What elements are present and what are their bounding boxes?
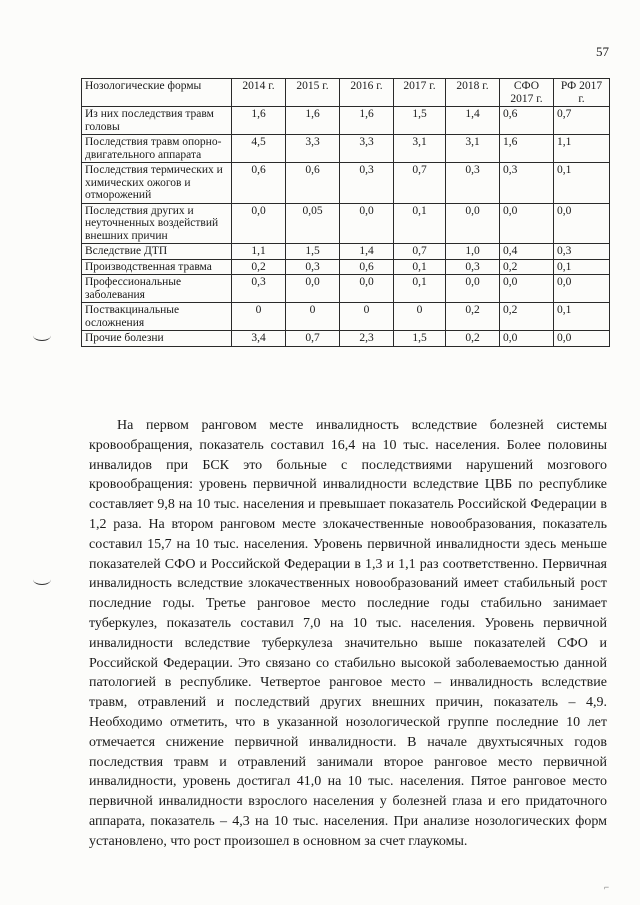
- table-cell: 0,0: [554, 275, 610, 303]
- table-cell: 0,7: [394, 244, 446, 260]
- table-cell: 0: [286, 303, 340, 331]
- table-row: [82, 135, 610, 163]
- table-cell: 0,2: [446, 331, 500, 347]
- table-cell: 0,0: [500, 331, 554, 347]
- table-cell: 0,0: [554, 331, 610, 347]
- table-cell: 0,0: [286, 275, 340, 303]
- row-label: Последствия термических и химических ожогов и отморожений: [82, 163, 232, 204]
- table-cell: 0,6: [232, 163, 286, 204]
- table-cell: 0,6: [286, 163, 340, 204]
- row-label: Последствия других и неуточненных воздействий внешних причин: [82, 203, 232, 244]
- table-cell: 0,6: [340, 259, 394, 275]
- table-cell: 0,3: [446, 163, 500, 204]
- row-label: Вследствие ДТП: [82, 244, 232, 260]
- row-label: Производственная травма: [82, 259, 232, 275]
- table-cell: 0: [232, 303, 286, 331]
- table-cell: 0,0: [340, 275, 394, 303]
- table-cell: 0,1: [394, 275, 446, 303]
- table-cell: 4,5: [232, 135, 286, 163]
- table-cell: 0,3: [554, 244, 610, 260]
- table-cell: 0,7: [554, 107, 610, 135]
- table-cell: 1,1: [232, 244, 286, 260]
- table-row: [82, 203, 610, 244]
- table-row: [82, 163, 610, 204]
- table-row: [82, 244, 610, 260]
- table-cell: 0,3: [340, 163, 394, 204]
- table-cell: 0: [340, 303, 394, 331]
- body-paragraph: На первом ранговом месте инвалидность вследствие болезней системы кровообращения, показатель составил 16,4 на 10 тыс. населения. Более половины инвалидов при БСК это больные с последствиями нарушений мозгового кровообращения: уровень первичной инвалидности вследствие ЦВБ по республике составляет 9,8 на 10 тыс. населения и превышает показатель Российской Федерации в 1,2 раза. На втором ранговом месте злокачественные новообразования, показатель составил 15,7 на 10 тыс. населения. Уровень первичной инвалидности здесь меньше показателей СФО и Российской Федерации в 1,3 и 1,1 раз соответственно. Первичная инвалидность вследствие злокачественных новообразований имеет стабильный рост последние годы. Третье ранговое место последние годы стабильно занимает туберкулез, показатель составил 7,0 на 10 тыс. населения. Уровень первичной инвалидности вследствие туберкулеза значительно выше показателей СФО и Российской Федерации. Это связано со стабильно высокой заболеваемостью данной патологией в республике. Четвертое ранговое место – инвалидность вследствие травм, отравлений и последствий других внешних причин, показатель – 4,9. Необходимо отметить, что в указанной нозологической группе последние 10 лет отмечается снижение первичной инвалидности. В начале двухтысячных годов последствия травм и отравлений занимали второе ранговое место первичной инвалидности, уровень достигал 41,0 на 10 тыс. населения. Пятое ранговое место первичной инвалидности взрослого населения у болезней глаза и его придаточного аппарата, показатель – 4,3 на 10 тыс. населения. При анализе нозологических форм установлено, что рост произошел в основном за счет глаукомы.: [89, 418, 607, 849]
- table-cell: 0,7: [286, 331, 340, 347]
- row-label: Последствия травм опорно-двигательного аппарата: [82, 135, 232, 163]
- header-nosological-forms: Нозологические формы: [82, 79, 232, 107]
- table-cell: 0,4: [500, 244, 554, 260]
- table-header-row: [82, 79, 610, 107]
- table-cell: 0,0: [446, 203, 500, 244]
- table-cell: 0,3: [500, 163, 554, 204]
- table-cell: 0,1: [394, 259, 446, 275]
- table-cell: 0,0: [446, 275, 500, 303]
- table-cell: 0,1: [554, 259, 610, 275]
- table-cell: 1,5: [394, 331, 446, 347]
- table-cell: 0,2: [500, 303, 554, 331]
- table-cell: 1,4: [340, 244, 394, 260]
- row-label: Профессиональные заболевания: [82, 275, 232, 303]
- table-cell: 1,6: [232, 107, 286, 135]
- table-row: [82, 303, 610, 331]
- table-cell: 0,0: [232, 203, 286, 244]
- table-cell: 0,0: [500, 275, 554, 303]
- table-cell: 0,2: [232, 259, 286, 275]
- table-cell: 0,7: [394, 163, 446, 204]
- table-cell: 1,1: [554, 135, 610, 163]
- page-number: 57: [596, 44, 609, 59]
- table-cell: 3,3: [340, 135, 394, 163]
- table-cell: 0,3: [232, 275, 286, 303]
- table-cell: 0,6: [500, 107, 554, 135]
- table-cell: 0,2: [446, 303, 500, 331]
- table-cell: 0,0: [554, 203, 610, 244]
- corner-scan-mark: ⌐: [604, 882, 610, 892]
- table-row: [82, 331, 610, 347]
- row-label: Прочие болезни: [82, 331, 232, 347]
- table-cell: 1,6: [286, 107, 340, 135]
- table-cell: 0: [394, 303, 446, 331]
- table-cell: 0,1: [554, 163, 610, 204]
- table-cell: 1,5: [394, 107, 446, 135]
- table-cell: 1,4: [446, 107, 500, 135]
- margin-pen-mark: [33, 574, 51, 585]
- table-cell: 0,0: [340, 203, 394, 244]
- table-cell: 1,5: [286, 244, 340, 260]
- header-2015: 2015 г.: [286, 79, 340, 107]
- table-cell: 0,3: [286, 259, 340, 275]
- body-text: [89, 416, 607, 852]
- table-cell: 0,1: [554, 303, 610, 331]
- header-2014: 2014 г.: [232, 79, 286, 107]
- table-cell: 0,0: [500, 203, 554, 244]
- table-cell: 0,3: [446, 259, 500, 275]
- header-2017: 2017 г.: [394, 79, 446, 107]
- row-label: Поствакцинальные осложнения: [82, 303, 232, 331]
- table-cell: 3,1: [394, 135, 446, 163]
- header-2018: 2018 г.: [446, 79, 500, 107]
- header-2016: 2016 г.: [340, 79, 394, 107]
- table-cell: 0,05: [286, 203, 340, 244]
- row-label: Из них последствия травм головы: [82, 107, 232, 135]
- margin-pen-mark: [33, 330, 51, 341]
- table-cell: 1,6: [500, 135, 554, 163]
- table-cell: 3,4: [232, 331, 286, 347]
- disability-table: [81, 78, 610, 347]
- table-cell: 1,0: [446, 244, 500, 260]
- table-cell: 3,1: [446, 135, 500, 163]
- table-cell: 0,1: [394, 203, 446, 244]
- header-sfo-2017: СФО 2017 г.: [500, 79, 554, 107]
- table-row: [82, 259, 610, 275]
- table-row: [82, 275, 610, 303]
- table-cell: 2,3: [340, 331, 394, 347]
- table-row: [82, 107, 610, 135]
- table-cell: 1,6: [340, 107, 394, 135]
- table-cell: 3,3: [286, 135, 340, 163]
- table-cell: 0,2: [500, 259, 554, 275]
- header-rf-2017: РФ 2017 г.: [554, 79, 610, 107]
